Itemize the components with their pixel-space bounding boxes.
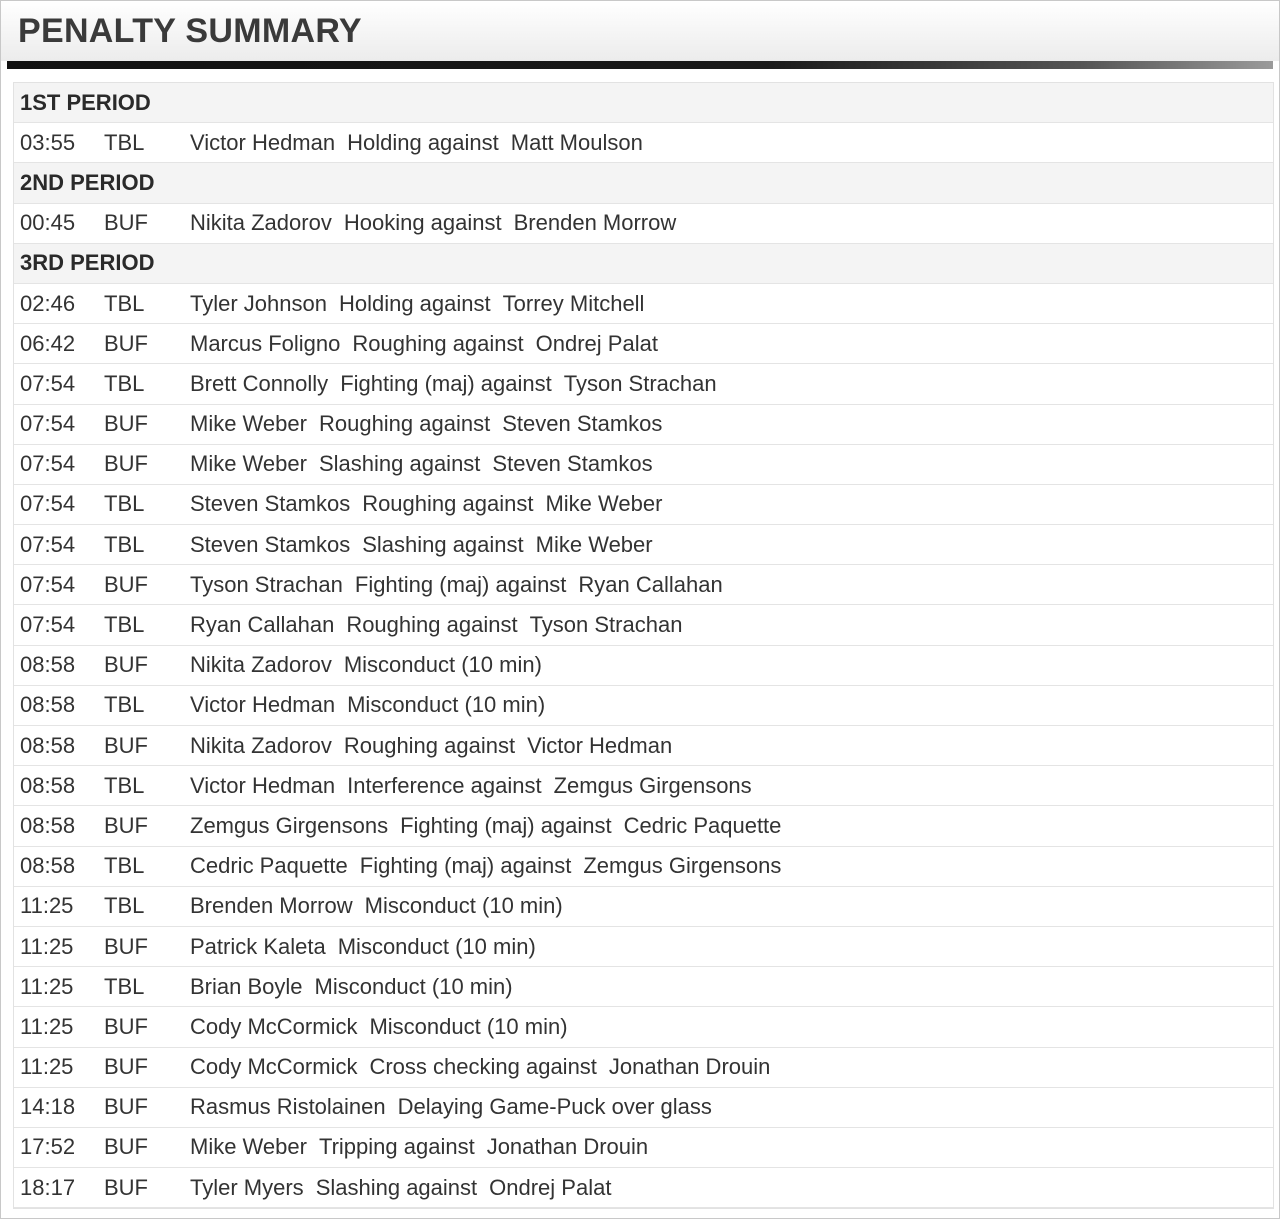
- penalty-team: TBL: [104, 853, 145, 879]
- penalized-player: Tyler Johnson: [190, 290, 327, 316]
- penalty-team: TBL: [104, 772, 145, 798]
- penalty-time: 03:55: [20, 129, 76, 155]
- penalty-description: [190, 210, 676, 236]
- penalty-team: TBL: [104, 893, 145, 919]
- infraction: Slashing against: [362, 531, 524, 557]
- penalty-time: 11:25: [20, 973, 74, 999]
- infraction: Interference against: [347, 772, 542, 798]
- penalty-team: BUF: [104, 933, 148, 959]
- penalty-team: BUF: [104, 451, 148, 477]
- infraction: Misconduct (10 min): [347, 692, 546, 718]
- penalty-time: 02:46: [20, 290, 76, 316]
- infraction: Cross checking against: [369, 1054, 597, 1080]
- penalty-time: 08:58: [20, 652, 76, 678]
- penalty-description: [190, 612, 682, 638]
- penalty-team: TBL: [104, 370, 145, 396]
- penalty-row: [14, 847, 1273, 887]
- penalty-time: 08:58: [20, 732, 76, 758]
- penalty-team: BUF: [104, 1174, 148, 1200]
- penalized-player: Nikita Zadorov: [190, 652, 332, 678]
- penalized-player: Nikita Zadorov: [190, 210, 332, 236]
- penalty-row: [14, 445, 1273, 485]
- penalty-row: [14, 364, 1273, 404]
- penalty-row: [14, 686, 1273, 726]
- penalty-row: [14, 927, 1273, 967]
- penalized-player: Tyler Myers: [190, 1174, 304, 1200]
- penalty-row: [14, 605, 1273, 645]
- penalty-description: [190, 893, 563, 919]
- penalty-row: [14, 525, 1273, 565]
- penalized-player: Nikita Zadorov: [190, 732, 332, 758]
- infraction: Misconduct (10 min): [337, 933, 536, 959]
- header-divider: [7, 61, 1273, 69]
- opponent-player: Steven Stamkos: [502, 411, 663, 437]
- penalized-player: Cody McCormick: [190, 1013, 358, 1039]
- penalty-time: 07:54: [20, 411, 76, 437]
- penalized-player: Steven Stamkos: [190, 531, 351, 557]
- penalty-row: [14, 123, 1273, 163]
- opponent-player: Torrey Mitchell: [502, 290, 645, 316]
- penalized-player: Mike Weber: [190, 1134, 307, 1160]
- penalty-description: [190, 491, 662, 517]
- opponent-player: Tyson Strachan: [563, 370, 717, 396]
- penalty-team: TBL: [104, 692, 145, 718]
- penalty-team: BUF: [104, 812, 148, 838]
- infraction: Roughing against: [352, 330, 524, 356]
- penalized-player: Cedric Paquette: [190, 853, 348, 879]
- penalty-time: 08:58: [20, 692, 76, 718]
- penalty-row: [14, 485, 1273, 525]
- penalty-description: [190, 572, 723, 598]
- penalty-time: 17:52: [20, 1134, 76, 1160]
- page-title: PENALTY SUMMARY: [18, 12, 362, 50]
- penalty-team: BUF: [104, 1134, 148, 1160]
- penalty-time: 07:54: [20, 531, 76, 557]
- period-header-row: [14, 83, 1273, 123]
- penalty-team: TBL: [104, 973, 145, 999]
- infraction: Tripping against: [318, 1134, 475, 1160]
- penalized-player: Marcus Foligno: [190, 330, 341, 356]
- penalty-row: [14, 204, 1273, 244]
- penalty-description: [190, 974, 513, 1000]
- penalized-player: Patrick Kaleta: [190, 933, 326, 959]
- penalty-team: BUF: [104, 732, 148, 758]
- infraction: Fighting (maj) against: [400, 812, 612, 838]
- opponent-player: Mike Weber: [535, 531, 653, 557]
- penalty-team: TBL: [104, 531, 145, 557]
- penalty-row: [14, 806, 1273, 846]
- penalty-row: [14, 1007, 1273, 1047]
- penalty-description: [190, 692, 545, 718]
- penalty-time: 00:45: [20, 210, 76, 236]
- penalized-player: Tyson Strachan: [190, 571, 343, 597]
- penalty-row: [14, 967, 1273, 1007]
- period-label: 1ST PERIOD: [20, 89, 151, 115]
- infraction: Misconduct (10 min): [343, 652, 542, 678]
- penalty-description: [190, 532, 653, 558]
- opponent-player: Mike Weber: [545, 491, 663, 517]
- penalty-time: 07:54: [20, 370, 76, 396]
- penalty-description: [190, 733, 672, 759]
- penalty-description: [190, 934, 536, 960]
- penalty-description: [190, 1014, 568, 1040]
- opponent-player: Zemgus Girgensons: [583, 853, 782, 879]
- infraction: Misconduct (10 min): [364, 893, 563, 919]
- penalty-row: [14, 1128, 1273, 1168]
- penalty-description: [190, 853, 781, 879]
- opponent-player: Ondrej Palat: [489, 1174, 612, 1200]
- penalty-time: 11:25: [20, 893, 74, 919]
- penalty-description: [190, 652, 542, 678]
- penalty-time: 11:25: [20, 1013, 74, 1039]
- penalty-time: 18:17: [20, 1174, 76, 1200]
- penalty-time: 07:54: [20, 571, 76, 597]
- penalty-description: [190, 451, 653, 477]
- infraction: Slashing against: [318, 451, 481, 477]
- penalty-time: 11:25: [20, 1054, 74, 1080]
- penalty-row: [14, 1168, 1273, 1208]
- penalized-player: Rasmus Ristolainen: [190, 1094, 386, 1120]
- period-header-row: [14, 163, 1273, 203]
- penalized-player: Victor Hedman: [190, 692, 336, 718]
- infraction: Holding against: [347, 129, 499, 155]
- opponent-player: Zemgus Girgensons: [553, 772, 752, 798]
- penalty-time: 07:54: [20, 451, 76, 477]
- penalized-player: Cody McCormick: [190, 1054, 358, 1080]
- penalty-description: [190, 1134, 648, 1160]
- opponent-player: Ryan Callahan: [578, 571, 723, 597]
- penalty-row: [14, 887, 1273, 927]
- penalty-team: BUF: [104, 330, 148, 356]
- infraction: Fighting (maj) against: [354, 571, 567, 597]
- penalized-player: Victor Hedman: [190, 772, 336, 798]
- penalized-player: Mike Weber: [190, 411, 307, 437]
- penalty-row: [14, 766, 1273, 806]
- opponent-player: Jonathan Drouin: [486, 1134, 649, 1160]
- penalized-player: Brian Boyle: [190, 973, 303, 999]
- penalty-row: [14, 1088, 1273, 1128]
- penalty-description: [190, 411, 662, 437]
- infraction: Holding against: [338, 290, 491, 316]
- infraction: Roughing against: [346, 612, 518, 638]
- opponent-player: Brenden Morrow: [513, 210, 677, 236]
- penalty-time: 11:25: [20, 933, 74, 959]
- penalized-player: Ryan Callahan: [190, 612, 335, 638]
- penalty-time: 14:18: [20, 1094, 76, 1120]
- penalized-player: Brenden Morrow: [190, 893, 353, 919]
- penalty-description: [190, 371, 717, 397]
- penalty-team: TBL: [104, 612, 145, 638]
- penalized-player: Mike Weber: [190, 451, 307, 477]
- opponent-player: Tyson Strachan: [529, 612, 683, 638]
- penalty-team: BUF: [104, 652, 148, 678]
- penalty-description: [190, 813, 781, 839]
- penalty-description: [190, 773, 752, 799]
- infraction: Roughing against: [362, 491, 534, 517]
- penalty-description: [190, 1094, 712, 1120]
- infraction: Fighting (maj) against: [359, 853, 572, 879]
- infraction: Slashing against: [315, 1174, 478, 1200]
- opponent-player: Matt Moulson: [510, 129, 643, 155]
- penalty-row: [14, 324, 1273, 364]
- penalty-team: TBL: [104, 129, 145, 155]
- penalty-time: 08:58: [20, 853, 76, 879]
- infraction: Roughing against: [343, 732, 516, 758]
- penalty-description: [190, 130, 643, 156]
- penalty-team: TBL: [104, 290, 145, 316]
- opponent-player: Victor Hedman: [527, 732, 673, 758]
- penalty-team: BUF: [104, 571, 148, 597]
- penalty-row: [14, 1048, 1273, 1088]
- penalty-team: BUF: [104, 1094, 148, 1120]
- penalized-player: Zemgus Girgensons: [190, 812, 389, 838]
- penalized-player: Victor Hedman: [190, 129, 336, 155]
- opponent-player: Cedric Paquette: [623, 812, 782, 838]
- penalty-time: 07:54: [20, 612, 76, 638]
- penalty-time: 07:54: [20, 491, 76, 517]
- penalty-time: 06:42: [20, 330, 76, 356]
- penalty-description: [190, 1175, 611, 1201]
- penalty-row: [14, 284, 1273, 324]
- penalty-row: [14, 405, 1273, 445]
- period-label: 2ND PERIOD: [20, 169, 155, 195]
- period-label: 3RD PERIOD: [20, 250, 155, 276]
- penalty-description: [190, 331, 658, 357]
- infraction: Hooking against: [343, 210, 502, 236]
- infraction: Fighting (maj) against: [340, 370, 552, 396]
- infraction: Misconduct (10 min): [369, 1013, 568, 1039]
- opponent-player: Ondrej Palat: [535, 330, 658, 356]
- infraction: Roughing against: [318, 411, 491, 437]
- penalty-team: BUF: [104, 1013, 148, 1039]
- infraction: Delaying Game-Puck over glass: [397, 1094, 712, 1120]
- infraction: Misconduct (10 min): [314, 973, 513, 999]
- penalty-time: 08:58: [20, 772, 76, 798]
- panel-header: [1, 1, 1279, 61]
- penalty-time: 08:58: [20, 812, 76, 838]
- penalized-player: Brett Connolly: [190, 370, 329, 396]
- penalty-row: [14, 726, 1273, 766]
- penalty-team: BUF: [104, 210, 148, 236]
- penalty-team: TBL: [104, 491, 145, 517]
- opponent-player: Jonathan Drouin: [608, 1054, 771, 1080]
- penalty-team: BUF: [104, 1054, 148, 1080]
- penalized-player: Steven Stamkos: [190, 491, 351, 517]
- penalty-table: [13, 82, 1274, 1209]
- penalty-team: BUF: [104, 411, 148, 437]
- penalty-row: [14, 565, 1273, 605]
- opponent-player: Steven Stamkos: [492, 451, 653, 477]
- penalty-description: [190, 291, 644, 317]
- penalty-description: [190, 1054, 770, 1080]
- penalty-row: [14, 646, 1273, 686]
- period-header-row: [14, 244, 1273, 284]
